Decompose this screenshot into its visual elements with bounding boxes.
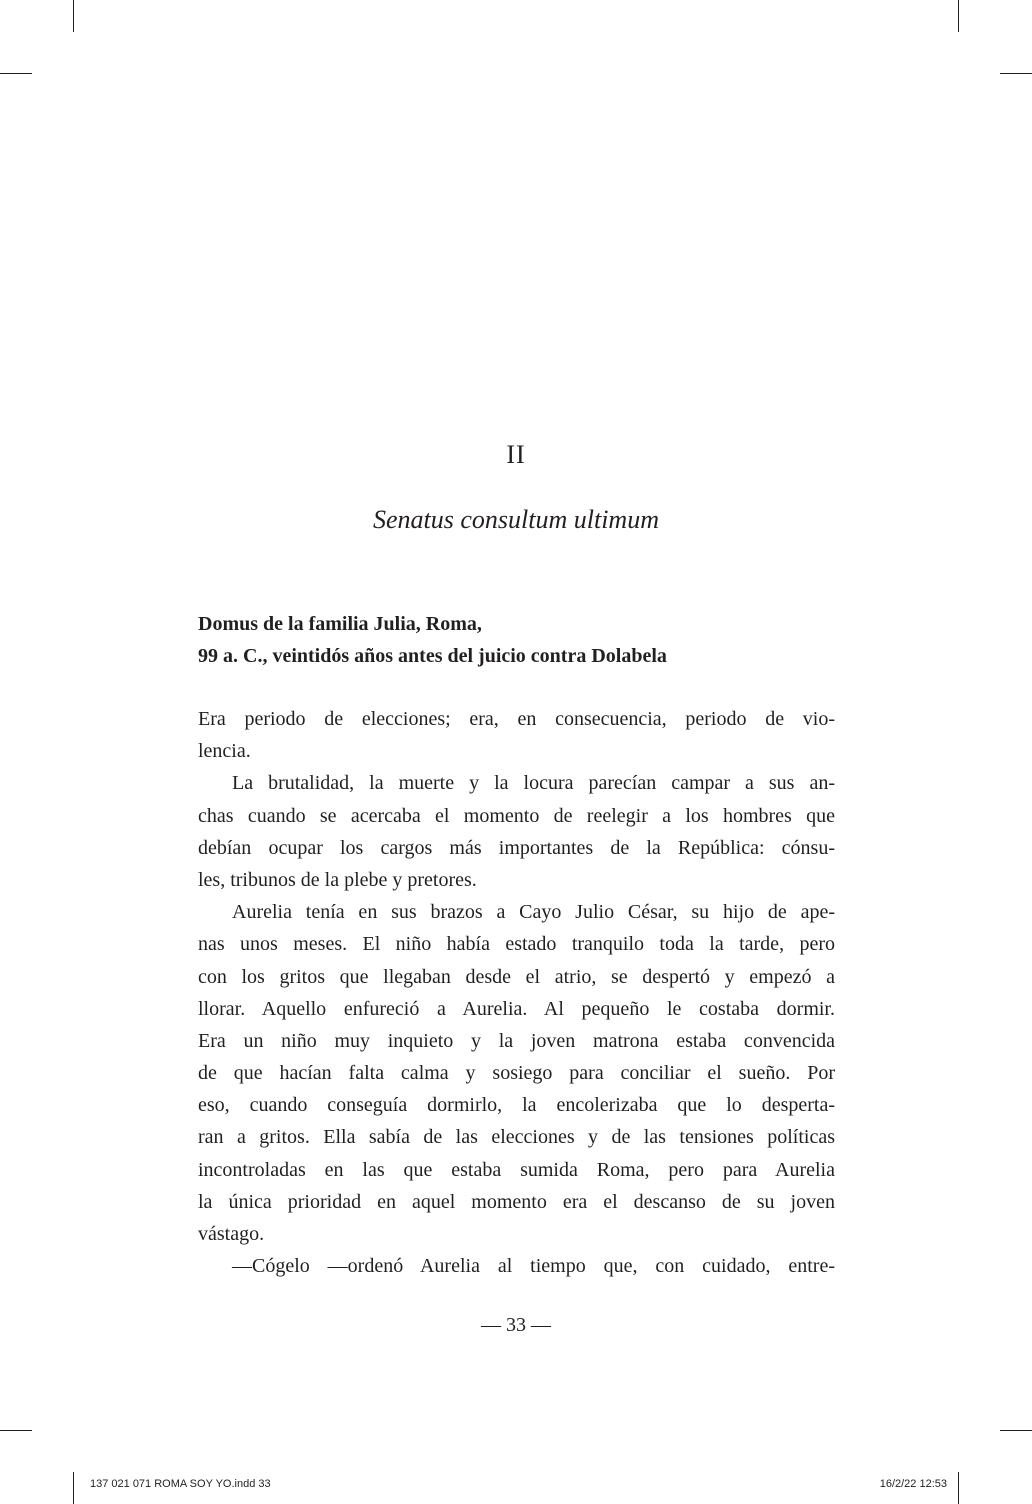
page-number: — 33 —: [481, 1314, 551, 1336]
crop-mark-left-bottom: [0, 1430, 32, 1431]
slug-timestamp: 16/2/22 12:53: [879, 1478, 947, 1490]
crop-mark-right-bottom: [1000, 1430, 1032, 1431]
body-line: La brutalidad, la muerte y la locura parecían campar a sus an-: [232, 772, 835, 795]
crop-mark-bottom-right: [958, 1472, 959, 1504]
body-text: [198, 703, 835, 1282]
body-line: debían ocupar los cargos más importantes de la República: cónsu-: [198, 836, 835, 859]
crop-mark-right-top: [1000, 73, 1032, 74]
crop-mark-top-right: [958, 0, 959, 32]
heading-line-1: Domus de la familia Julia, Roma,: [198, 613, 482, 635]
body-line: ran a gritos. Ella sabía de las elecciones y de las tensiones políticas: [198, 1126, 835, 1149]
body-line: vástago.: [198, 1223, 265, 1245]
body-line: con los gritos que llegaban desde el atrio, se despertó y empezó a: [198, 965, 835, 988]
crop-mark-left-top: [0, 73, 32, 74]
body-line: nas unos meses. El niño había estado tranquilo toda la tarde, pero: [198, 933, 835, 956]
body-line: la única prioridad en aquel momento era el descanso de su joven: [198, 1190, 835, 1213]
chapter-title: Senatus consultum ultimum: [373, 505, 659, 534]
chapter-number: II: [506, 440, 526, 469]
body-line: chas cuando se acercaba el momento de reelegir a los hombres que: [198, 804, 835, 827]
body-line: les, tribunos de la plebe y pretores.: [198, 868, 477, 891]
body-line: Aurelia tenía en sus brazos a Cayo Julio César, su hijo de ape-: [232, 901, 835, 924]
body-line: Era un niño muy inquieto y la joven matrona estaba convencida: [198, 1029, 835, 1052]
slug-file-info: 137 021 071 ROMA SOY YO.indd 33: [90, 1478, 271, 1490]
crop-mark-top-left: [73, 0, 74, 32]
body-line: —Cógelo —ordenó Aurelia al tiempo que, con cuidado, entre-: [232, 1255, 835, 1278]
section-heading: [198, 608, 838, 672]
body-line: eso, cuando conseguía dormirlo, la encolerizaba que lo desperta-: [198, 1094, 835, 1117]
crop-mark-bottom-left: [73, 1472, 74, 1504]
body-line: Era periodo de elecciones; era, en consecuencia, periodo de vio-: [198, 708, 835, 730]
body-line: incontroladas en las que estaba sumida Roma, pero para Aurelia: [198, 1158, 835, 1181]
body-line: lencia.: [198, 740, 251, 763]
heading-line-2: 99 a. C., veintidós años antes del juicio contra Dolabela: [198, 645, 667, 667]
body-line: de que hacían falta calma y sosiego para conciliar el sueño. Por: [198, 1062, 835, 1085]
body-line: llorar. Aquello enfureció a Aurelia. Al pequeño le costaba dormir.: [198, 997, 835, 1020]
